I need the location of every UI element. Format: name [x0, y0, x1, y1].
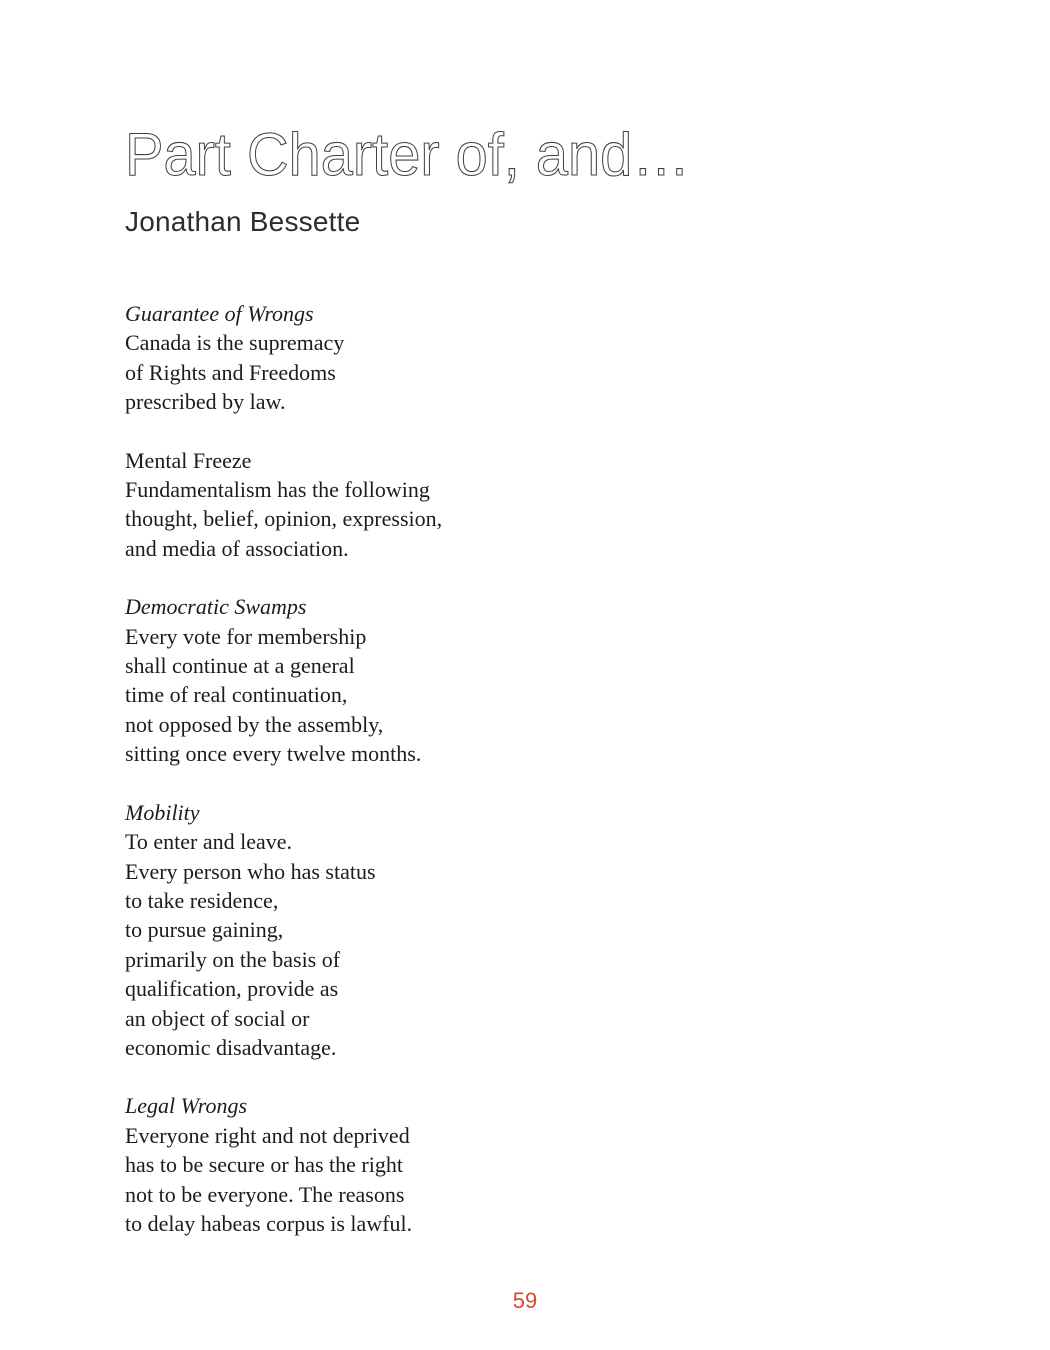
poem — [125, 299, 645, 1267]
stanza — [125, 446, 645, 564]
page-title-block — [125, 100, 845, 200]
poem-line: Every person who has status — [125, 858, 376, 884]
stanza — [125, 1091, 645, 1238]
stanza-heading: Legal Wrongs — [125, 1093, 248, 1119]
page-title: Part Charter of, and… — [125, 121, 690, 188]
poem-line: economic disadvantage. — [125, 1034, 337, 1060]
stanza-heading: Mobility — [125, 799, 200, 825]
author-name: Jonathan Bessette — [125, 206, 361, 237]
stanza — [125, 299, 645, 417]
poem-line: primarily on the basis of — [125, 946, 341, 972]
page-number: 59 — [512, 1288, 538, 1313]
poem-line: time of real continuation, — [125, 682, 348, 708]
poem-line: Everyone right and not deprived — [125, 1122, 410, 1148]
poem-line: and media of association. — [125, 535, 349, 561]
poem-line: not opposed by the assembly, — [125, 711, 384, 737]
stanza — [125, 592, 645, 768]
poem-line: of Rights and Freedoms — [125, 359, 336, 385]
poem-line: qualification, provide as — [125, 976, 339, 1002]
stanza — [125, 798, 645, 1063]
stanza-heading: Mental Freeze — [125, 447, 252, 473]
poem-line: to pursue gaining, — [125, 917, 284, 943]
poem-line: to take residence, — [125, 887, 279, 913]
poem-line: To enter and leave. — [125, 829, 293, 855]
poem-line: Canada is the supremacy — [125, 330, 345, 356]
poem-line: Fundamentalism has the following — [125, 477, 430, 503]
poem-line: thought, belief, opinion, expression, — [125, 506, 443, 532]
poem-line: sitting once every twelve months. — [125, 741, 422, 767]
poem-line: has to be secure or has the right — [125, 1152, 403, 1178]
stanza-heading: Democratic Swamps — [125, 594, 307, 620]
poem-line: not to be everyone. The reasons — [125, 1181, 405, 1207]
poem-line: to delay habeas corpus is lawful. — [125, 1210, 413, 1236]
poem-line: an object of social or — [125, 1005, 310, 1031]
poem-line: Every vote for membership — [125, 623, 367, 649]
page-title-svg — [125, 100, 845, 200]
poem-line: shall continue at a general — [125, 653, 355, 679]
poem-line: prescribed by law. — [125, 389, 286, 415]
stanza-heading: Guarantee of Wrongs — [125, 301, 314, 326]
